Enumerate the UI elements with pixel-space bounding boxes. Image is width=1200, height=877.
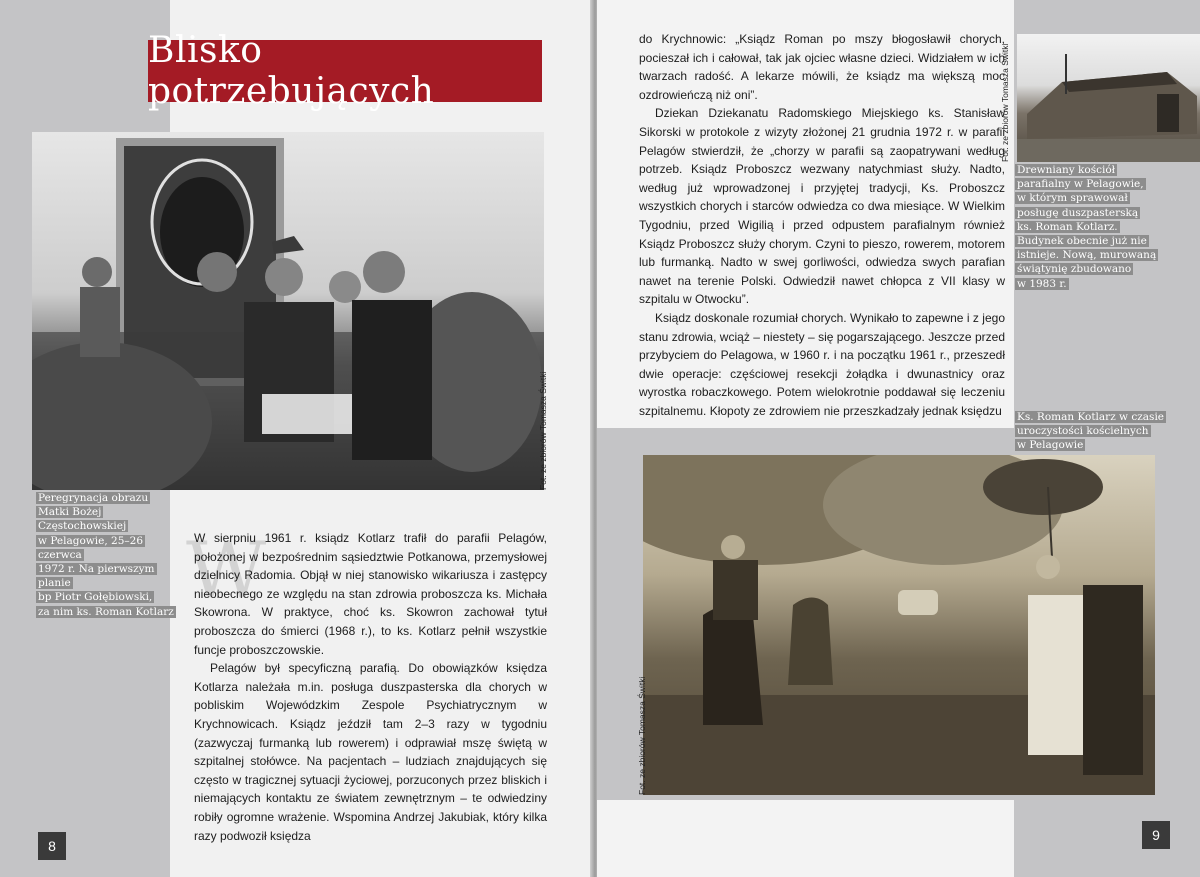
caption-line: ks. Roman Kotlarz.: [1017, 220, 1118, 233]
page-number-left: 8: [38, 832, 66, 860]
caption-line: Peregrynacja obrazu: [38, 492, 149, 504]
caption-line: bp Piotr Gołębiowski,: [38, 591, 153, 604]
left-page: [0, 0, 593, 877]
caption-line: uroczystości kościelnych: [1017, 425, 1149, 438]
photo-credit-ceremony: Fot. ze zbiorów Tomasza Świtki: [637, 676, 647, 795]
photo-church-ceremony: [643, 455, 1155, 795]
caption-line: istnieje. Nową, murowaną: [1017, 249, 1157, 262]
caption-line: Budynek obecnie już nie: [1017, 235, 1147, 248]
caption-line: Ks. Roman Kotlarz w czasie: [1017, 411, 1165, 423]
paragraph: Dziekan Dziekanatu Radomskiego Miejskiego ks. Stanisław Sikorski w protokole z wizyty złożonej 21 grudnia 1972 r. w parafii Pelagów stwierdził, że „chorzy w parafii są zaopatrywani według potrzeb. Ksiądz Proboszcz wezwany natychmiast służy. Nadto, według już wprowadzonej i przyjętej tradycji, Ks. Proboszcz wszystkich chorych i starców odwiedza co dwa miesiące. W Wielkim Tygodniu, przed Wigilią i przed odpustem parafialnym również Ksiądz Proboszcz służy chorym. Czyni to pieszo, rowerem, motorem lub furmanką. Nadto w swej gorliwości, odwiedza swych parafian nawet na terenie Polski. Odwiedził nawet chłopca z VII klasy w szpitalu w Otwocku”.: [639, 106, 1005, 307]
caption-line: posługę duszpasterską: [1017, 206, 1139, 219]
page-title: [148, 30, 542, 112]
caption-line: 1972 r. Na pierwszym planie: [38, 563, 155, 590]
paragraph: Ksiądz doskonale rozumiał chorych. Wynikało to zapewne i z jego stanu zdrowia, wciąż – niestety – się pogarszającego. Jeszcze przed przybyciem do Pelagowa, w 1960 r. i na początku 1961 r., przeszedł dwie operacje: częściowej resekcji żołądka i dwunastnicy oraz wyrostka robaczkowego. Potem wielokrotnie poddawał się leczeniu szpitalnemu. Kłopoty ze zdrowiem nie przeszkadzały jednak księdzu: [639, 310, 1005, 418]
page-number-right: 9: [1142, 821, 1170, 849]
right-page: [597, 0, 1200, 877]
caption-line: w Pelagowie, 25–26 czerwca: [38, 534, 143, 561]
caption-line: w którym sprawował: [1017, 192, 1128, 205]
photo-credit-left: Fot. ze zbiorów Tomasza Świtki: [538, 371, 548, 490]
page-title-text: Blisko potrzebujących: [148, 30, 435, 112]
drop-cap: W: [186, 526, 267, 616]
paragraph: W sierpniu 1961 r. ksiądz Kotlarz trafił do parafii Pelagów, położonej w bezpośrednim sąsiedztwie Potkanowa, przemysłowej dzielnicy Radomia. Objął w niej stanowisko wikariusza i zastępcy nieobecnego ze względu na stan zdrowia proboszcza ks. Michała Skowrona. W praktyce, choć ks. Skowron zachował tytuł proboszcza do śmierci (1968 r.), to ks. Kotlarz pełnił wszystkie funcje proboszczowskie.: [194, 531, 547, 657]
photo-icon-procession: [32, 132, 544, 490]
photo-wooden-church: [1017, 34, 1200, 162]
photo-caption-left: [36, 491, 176, 619]
caption-line: w 1983 r.: [1017, 277, 1067, 290]
body-text-right: [639, 30, 1005, 420]
photo-caption-ceremony: [1015, 410, 1185, 453]
caption-line: świątynię zbudowano: [1017, 263, 1132, 276]
paragraph: do Krychnowic: „Ksiądz Roman po mszy błogosławił chorych, pocieszał ich i całował, tak jak ojciec własne dzieci. Widziałem w ich twarzach radość. A lekarze mówili, że ksiądz ma większą moc ozdrowieńczą niż oni”.: [639, 32, 1005, 102]
caption-line: za nim ks. Roman Kotlarz: [38, 605, 174, 618]
photo-credit-church: Fot. ze zbiorów Tomasza Świtki: [1000, 43, 1010, 162]
caption-line: w Pelagowie: [1017, 439, 1084, 452]
paragraph: Pelagów był specyficzną parafią. Do obowiązków księdza Kotlarza należała m.in. posługa duszpasterska dla chorych w pobliskim Wojewódzkim Zespole Psychiatrycznym w Krychnowicach. Ksiądz jeździł tam 2–3 razy w tygodniu (zazwyczaj furmanką lub rowerem) i odprawiał mszę świętą w szpitalnej stołówce. Na pacjentach – ludziach znajdujących się często w tragicznej sytuacji życiowej, porzuconych przez bliskich i niemających kontaktu ze światem zewnętrznym – te odwiedziny robiły ogromne wrażenie. Wspomina Andrzej Jakubiak, który kilka razy podwoził księdza: [194, 661, 547, 843]
caption-line: Drewniany kościół: [1017, 164, 1116, 176]
caption-line: parafialny w Pelagowie,: [1017, 178, 1144, 191]
body-text-left: [194, 529, 547, 845]
caption-line: Matki Bożej Częstochowskiej: [38, 506, 127, 533]
photo-caption-church: [1015, 163, 1185, 291]
